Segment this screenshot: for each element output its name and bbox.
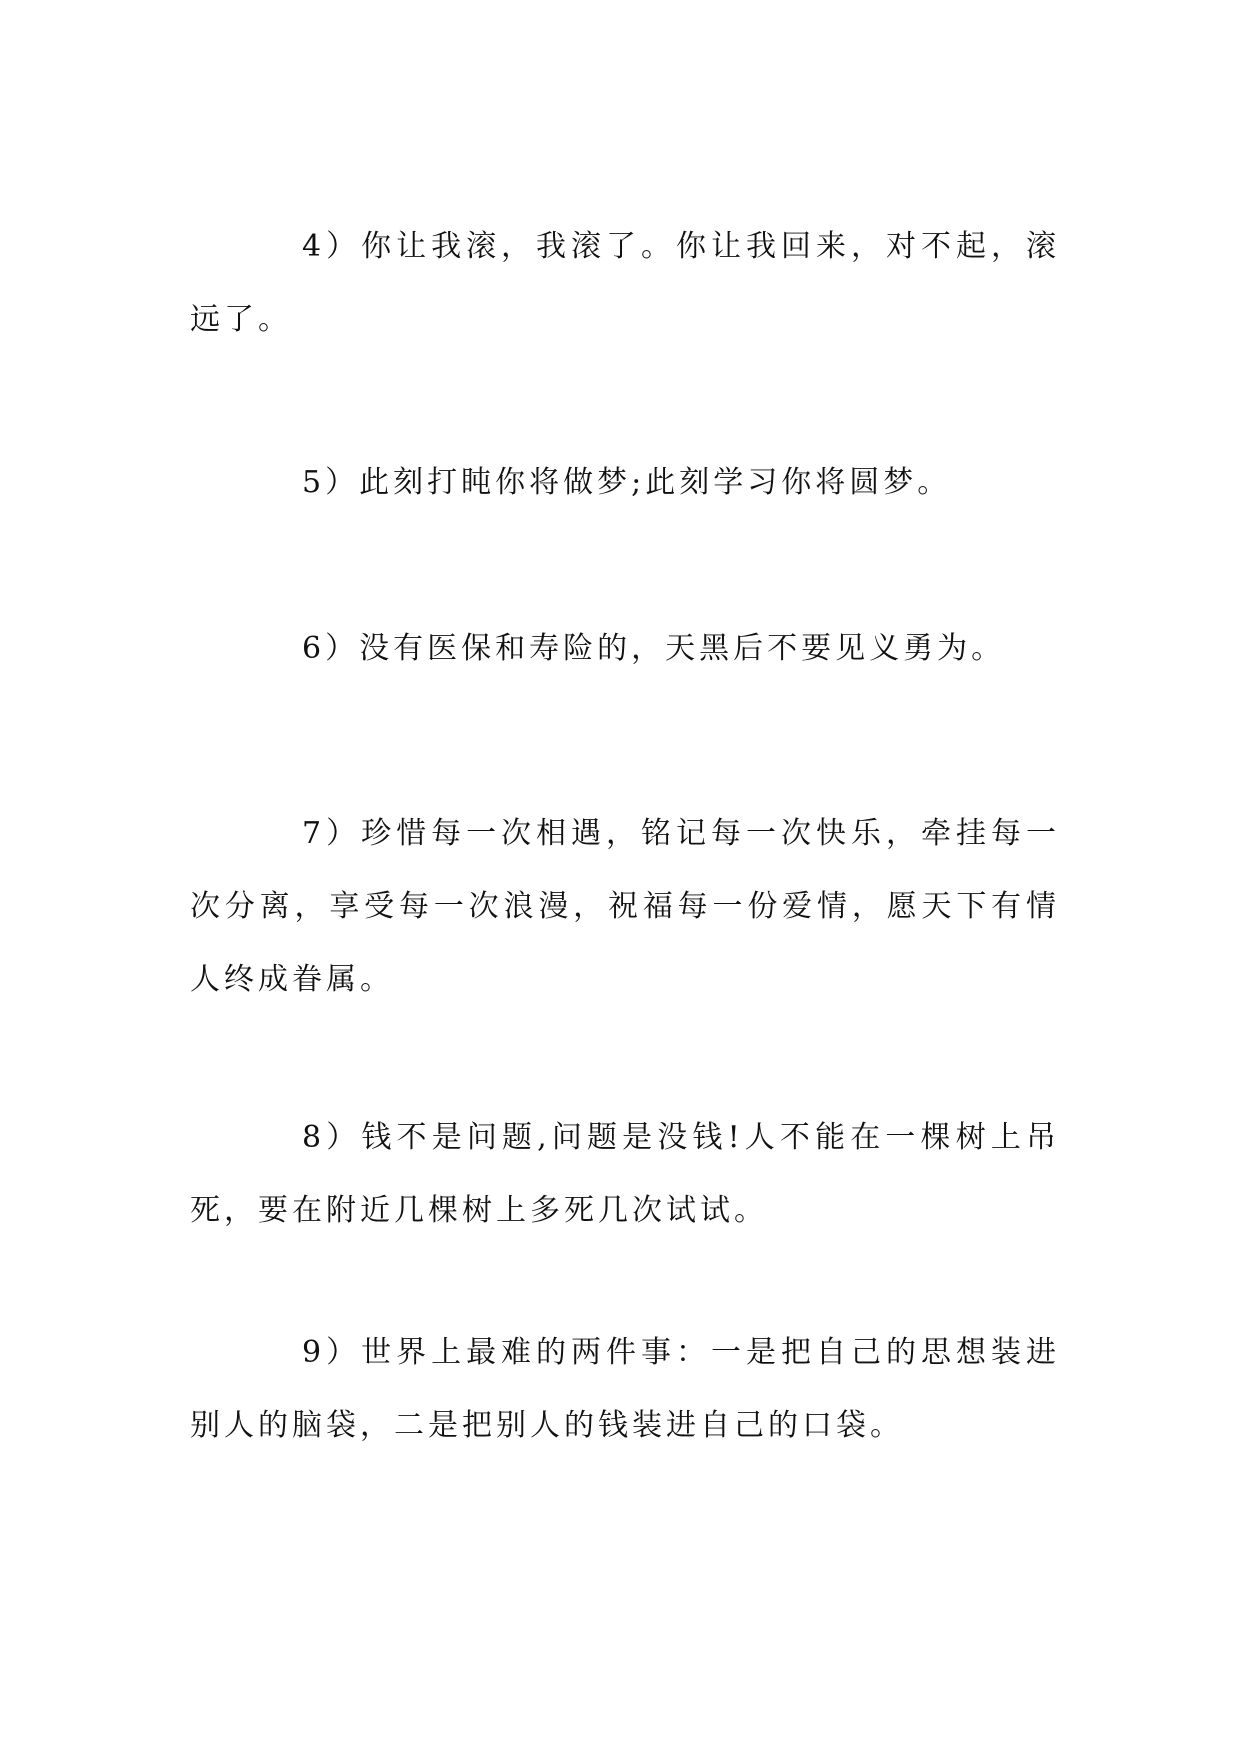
paragraph-6: 6）没有医保和寿险的，天黑后不要见义勇为。	[302, 631, 1006, 666]
paragraph-7: 7）珍惜每一次相遇，铭记每一次快乐，牵挂每一次分离，享受每一次浪漫，祝福每一份爱情，愿天下有情人终成眷属。	[190, 816, 1060, 997]
paragraph-9: 9）世界上最难的两件事：一是把自己的思想装进别人的脑袋，二是把别人的钱装进自己的口袋。	[190, 1335, 1060, 1443]
paragraph-8: 8）钱不是问题,问题是没钱!人不能在一棵树上吊死，要在附近几棵树上多死几次试试。	[190, 1120, 1060, 1228]
paragraph-4: 4）你让我滚，我滚了。你让我回来，对不起，滚远了。	[190, 229, 1060, 337]
paragraph-5: 5）此刻打盹你将做梦;此刻学习你将圆梦。	[302, 465, 952, 500]
